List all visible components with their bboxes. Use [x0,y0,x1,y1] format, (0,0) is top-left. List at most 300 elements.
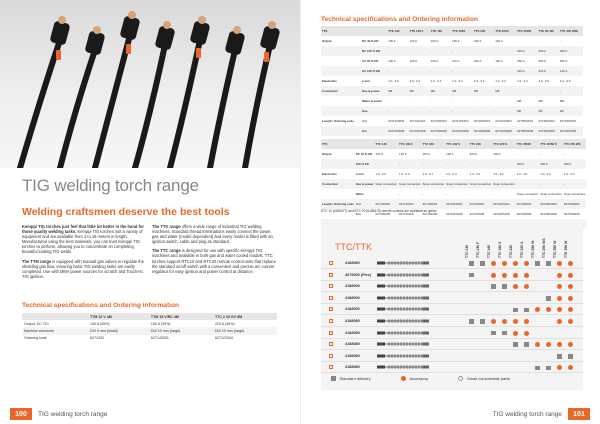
table-cell: Snap connection [540,192,562,196]
table-cell: 6272507004 [559,119,576,123]
mark-cell [477,319,488,324]
mark-cell [488,319,499,324]
table-cell: - [493,192,495,196]
legend-consumable: Small consumable parts [467,376,510,381]
table-cell: - [563,182,565,186]
matrix-row [321,362,583,373]
accessory-icon [557,365,562,370]
part-code: 4188080 [345,342,360,347]
table-cell: 1.0...2.4 [422,172,434,176]
table-cell: - [516,152,518,156]
matrix-title: TTC/TTK [335,242,372,252]
mark-cell [554,354,565,359]
accessory-icon [513,319,518,324]
part-drawing [375,271,431,279]
table-cell: DC 100 % ED [362,49,381,53]
standard-delivery-icon [524,342,529,347]
table-header-row [22,313,277,320]
mark-cell [532,261,543,266]
table-cell: - [409,49,411,53]
table-cell: - [375,192,377,196]
mark-cell [499,261,510,266]
table-cell: 6273530004 [538,119,555,123]
standard-delivery-icon [535,366,540,371]
row-marks [466,351,576,362]
table-cell: 627220S204 [493,202,510,206]
table-cell: 6273500008 [517,129,534,133]
table-cell: 250 A [516,162,525,166]
table-cell: 1.0...4.0 [517,79,528,83]
table-row [321,56,583,66]
table-cell: Snap connection [446,182,468,186]
standard-delivery-icon [491,284,496,289]
row-checkbox[interactable] [329,284,333,288]
paragraph-lead: The TTM range [22,258,52,264]
table-cell: 100 A [388,59,396,63]
table-cell: Machine connector [24,328,55,333]
table-cell: 627122204 [214,336,233,341]
table-cell: 6273500004 [517,119,534,123]
table-cell: 160 A [430,39,439,43]
accessory-icon [568,296,573,301]
table-row [321,36,583,46]
matrix-panel [321,222,583,390]
mark-cell [554,284,565,289]
table-cell: 627250008 [516,212,532,216]
table-cell: 120 A [430,59,439,63]
table-cell: 16 m [362,139,369,143]
table-header-cell: TTC 160 S [446,142,461,146]
table-row [321,76,583,86]
row-marks [466,339,576,350]
part-drawing [375,329,431,337]
table-cell: 627160S216 [452,139,469,143]
mark-cell [521,284,532,289]
matrix-column-label: TTK 350 W [564,240,568,258]
accessory-icon [568,284,573,289]
matrix-column-label: TTC 350 W [553,240,557,258]
table-header-cell: TTK 220S [495,29,509,33]
table-cell: 250 A [559,59,568,63]
mark-cell [543,366,554,371]
part-code: 4188080 [345,353,360,358]
table-cell: - [409,99,411,103]
matrix-row [321,316,583,327]
table-cell: Water & power [362,99,383,103]
mark-cell [521,308,532,313]
table-cell: Snap connection [493,182,515,186]
table-cell: - [469,192,471,196]
table-cell: 6271300008 [388,129,405,133]
table-row [321,66,583,76]
ttc-note: RTC 10 (6185477) and RTC 20 (6185478) remote controls are available as option. [321,209,438,213]
mark-cell [543,342,554,347]
standard-delivery-icon [557,354,562,359]
matrix-column-label: TTC 220 S [520,241,524,258]
table-cell: 6271300016 [388,139,405,143]
part-code: 4188080 [345,330,360,335]
table-header-cell: TTC 250W S [540,142,558,146]
table-cell: 627250W04 [563,202,580,206]
mark-cell [565,273,576,278]
mark-cell [466,273,477,278]
mark-cell [521,261,532,266]
mark-cell [554,365,565,370]
table-cell: 1.0...4.0 [516,172,528,176]
accessory-icon [557,284,562,289]
table-cell: 1.0...4.0 [563,172,575,176]
table-row [321,86,583,96]
mark-cell [565,342,576,347]
accessory-icon [568,261,573,266]
paragraph [152,248,277,273]
table-cell: 1.0...2.4 [446,172,457,176]
table-header-cell: TTK 350W [517,29,532,33]
table-header-cell: TTK 160S [452,29,466,33]
mark-cell [466,319,477,324]
table-cell [321,189,355,199]
table-row [321,96,583,106]
row-marks [466,362,576,373]
table-cell: M6 [538,109,543,113]
mark-cell [466,261,477,266]
table-cell: 627160S204 [452,119,469,123]
table-cell: 4 m [355,202,361,206]
accessory-icon [491,273,496,278]
table-cell: 220 A [495,39,503,43]
table-cell: 6273530016 [538,139,555,143]
table-header-cell: TTC [322,142,328,146]
table-header-row [321,26,583,36]
part-drawing [375,305,431,313]
left-footer [0,404,107,424]
table-cell: Output [322,152,332,156]
row-checkbox[interactable] [329,307,333,311]
table-cell: 6272000004 [473,119,491,123]
standard-delivery-icon [568,354,573,359]
table-cell: - [422,192,424,196]
table-cell: Gas & power [362,89,380,93]
standard-delivery-icon [469,261,474,266]
table-cell: 1.0...3.2 [495,79,506,83]
table-cell: M6 [559,109,564,113]
mark-cell [554,261,565,266]
table-row [321,116,583,126]
row-checkbox[interactable] [329,331,333,335]
part-drawing [375,363,431,371]
paragraph [22,259,147,279]
row-marks [466,258,576,269]
table-cell: 160 A [473,59,482,63]
row-checkbox[interactable] [329,296,333,300]
standard-delivery-icon [524,308,529,313]
table-cell: - [540,182,542,186]
row-checkbox[interactable] [329,273,333,277]
mark-cell [510,342,521,347]
table-cell: - [563,152,565,156]
table-row [22,320,277,327]
table-cell: 4 m [362,119,367,123]
matrix-column-label: TTC 130 [465,244,469,258]
accessory-icon [524,273,529,278]
table-cell: Output, DC TIG [24,321,49,326]
mark-cell [521,342,532,347]
mark-cell [565,354,576,359]
row-marks [466,304,576,315]
standard-delivery-icon [469,273,474,278]
table-cell: 100 % ED [355,162,369,166]
ttk-table [321,26,583,146]
standard-delivery-icon [480,261,485,266]
table-cell: 627160S204 [446,202,463,206]
table-cell: 6272507016 [559,139,576,143]
table-cell: 130 A [399,152,407,156]
table-cell: 627250S008 [540,212,557,216]
accessory-icon [557,261,562,266]
table-cell: 220 A (40%) [214,321,235,326]
table-header-cell: TTC 2 20 GV 8M [214,314,243,319]
right-footer [493,404,600,424]
table-cell: 6271301104 [409,119,426,123]
table-cell: Snap connection [516,192,539,196]
paragraph-text: Kemppi TIG torches suit a variety of equipment and are available from 4 to 16 meters in length. Manufactured using the best materials, you can trust Kemppi TIG torches to perform, allowing you to concentrate on completing beautiful looking TIG welds [22,229,143,255]
standard-delivery-icon [513,342,518,347]
mark-cell [565,319,576,324]
accessory-icon [491,261,496,266]
table-cell: M8 [538,99,543,103]
legend-accessory: Accessory [409,376,429,381]
table-cell: 250 A [538,59,546,63]
table-cell: - [452,69,454,73]
mark-cell [565,365,576,370]
table-cell: 627160008 [422,212,438,216]
table-cell: AC 100 % ED [362,69,381,73]
table-cell: 220 A [469,152,478,156]
table-cell: 6272507008 [559,129,576,133]
table-cell: 6271600016 [430,139,447,143]
table-cell: Electrodes [322,79,337,83]
table-cell: M8 [409,89,414,93]
table-header-row [321,139,586,149]
table-cell: - [388,109,390,113]
mark-cell [488,331,499,336]
mark-cell [565,261,576,266]
matrix-row [321,258,583,269]
table-cell: Output [322,39,332,43]
table-cell: Ordering code [24,336,47,341]
mark-cell [499,284,510,289]
table-cell: Snap connection [399,182,421,186]
page-number: 100 [10,408,32,420]
row-checkbox[interactable] [329,365,333,369]
mark-cell [532,342,543,347]
table-cell: - [495,69,497,73]
row-checkbox[interactable] [329,342,333,346]
accessory-icon [524,261,529,266]
part-code: 4188080 [345,365,360,370]
table-cell: M8 [473,89,478,93]
standard-delivery-icon [502,331,507,336]
part-code: 4188000 [345,307,360,312]
matrix-column-label: TTC 250 WS [542,238,546,258]
row-marks [466,270,576,281]
table-cell: 160 A [446,152,454,156]
mark-cell [554,273,565,278]
paragraph-text: offers a wide range of industrial TIG welding machines. Standard thread terminations easily connect the power, gas and water (model dependent) and every model is fitted with an ignition switch, cable and plug as standard. [152,224,273,245]
row-marks [466,281,576,292]
table-cell: Snap connection [469,182,492,186]
table-cell: - [495,99,497,103]
table-cell: 250 A [559,49,568,53]
paragraph-lead: The TTK range [152,224,181,229]
table-cell: 8 m [362,129,367,133]
table-cell: Snap connection [422,182,445,186]
standard-delivery-icon [331,376,336,381]
table-cell: 1.0...4.0 [538,79,549,83]
standard-delivery-icon [502,284,507,289]
accessory-icon [524,331,529,336]
table-cell: 250 A [538,49,546,53]
paragraph-text: is designed for use with specific Kemppi TIG machines and available in both gas and water cooled models. TTC torches support RTC10 and RTC20 remote control units that replace the standard on/off switch with a convenient and precise arc current regulator for easy ignition and power control at distance. [152,248,276,274]
table-cell: 6273500016 [517,139,534,143]
table-cell: - [493,162,495,166]
table-cell: - [495,49,497,53]
table-cell: 160 A [422,152,430,156]
table-cell: 627220S208 [493,212,510,216]
part-code: 4188000 [345,295,360,300]
table-cell: 6273530008 [538,129,555,133]
matrix-column-headers [466,228,576,258]
torch-photo [0,0,300,168]
accessory-icon [546,342,551,347]
table-cell [321,46,361,56]
table-cell: 1.0...3.2 [493,172,504,176]
table-cell: 1.0...2.4 [452,79,463,83]
part-code: 4079000 (Flex) [345,272,371,277]
table-cell: M8 [430,89,435,93]
row-checkbox[interactable] [329,261,333,265]
matrix-row [321,270,583,281]
mark-cell [554,296,565,301]
table-cell: - [473,109,475,113]
table-cell [321,56,361,66]
table-cell: - [452,99,454,103]
table-cell: - [540,152,542,156]
table-cell: 1.0...3.2 [473,79,485,83]
part-code: 4188080 [345,319,360,323]
table-cell: M8 [388,89,393,93]
table-header-cell: TTM 12 V 4M [89,314,112,319]
table-cell: - [430,49,432,53]
table-cell: 130 A [388,39,396,43]
page-subtitle: Welding craftsmen deserve the best tools [22,206,230,218]
ttc-table [321,139,586,229]
table-cell: - [517,39,519,43]
row-checkbox[interactable] [329,319,333,323]
table-cell: 627160004 [422,202,438,206]
table-header-cell: TTK 200 [473,29,486,33]
footer-text: TIG welding torch range [38,410,108,418]
table-cell: - [409,69,411,73]
mark-cell [477,261,488,266]
table-cell: 627130004 [375,202,390,206]
table-row [321,149,586,159]
standard-delivery-icon [480,319,485,324]
table-cell: 6272000016 [473,139,491,143]
matrix-column-label: TTC 160 S [498,241,502,258]
accessory-icon [502,319,507,324]
mark-cell [565,296,576,301]
matrix-column-label: TTC 160 [487,244,491,258]
table-cell: - [516,182,518,186]
table-cell: M8 [495,89,500,93]
table-cell: Connection [322,182,338,186]
table-cell: - [517,89,519,93]
mark-cell [488,273,499,278]
part-code: 4188000 [345,284,360,289]
table-cell: Snap connection [375,182,398,186]
table-header-cell: TTC 250 WS [563,142,581,146]
row-checkbox[interactable] [329,354,333,358]
table-cell: Water [355,192,364,196]
row-marks [466,328,576,339]
table-cell: 250 A [563,162,572,166]
accessory-icon [524,319,529,324]
table-cell: - [388,49,390,53]
accessory-icon [568,342,573,347]
mark-cell [532,366,543,371]
table-cell: - [495,109,497,113]
mark-cell [510,261,521,266]
accessory-icon [557,307,562,312]
accessory-icon [535,342,540,347]
table-header-cell [22,313,88,320]
table-cell: 627130104 [399,202,414,206]
table-cell: 627143201 [150,336,169,341]
standard-delivery-icon [546,296,551,301]
table-cell: 627022S008 [495,129,512,133]
mark-cell [532,307,543,312]
table-cell: 220 A [517,49,525,53]
table-cell: ø mm [355,172,364,176]
table-cell: 1.0...2.4 [399,172,410,176]
mark-cell [499,331,510,336]
table-row [321,106,583,116]
footer-text: TIG welding torch range [492,410,562,418]
table-cell: 1.0...4.0 [540,172,551,176]
table-cell: 160 A [452,39,460,43]
table-cell: - [473,69,475,73]
row-marks [466,293,576,304]
table-cell: 627022S004 [495,119,512,123]
table-cell: Connection [322,89,338,93]
table-cell: - [430,99,432,103]
table-cell: 627250004 [516,202,532,206]
part-drawing [375,317,431,325]
table-cell: - [388,69,390,73]
table-cell: M8 [452,89,457,93]
mark-cell [543,307,554,312]
table-cell: Electrodes [322,172,337,176]
spec-table [22,313,277,342]
table-row [321,189,586,199]
matrix-column-header [565,228,576,258]
table-cell: 6271301108 [409,129,426,133]
matrix-row [321,281,583,292]
table-cell: - [473,49,475,53]
table-cell: 627220008 [469,212,485,216]
table-cell: 100 A [409,59,418,63]
